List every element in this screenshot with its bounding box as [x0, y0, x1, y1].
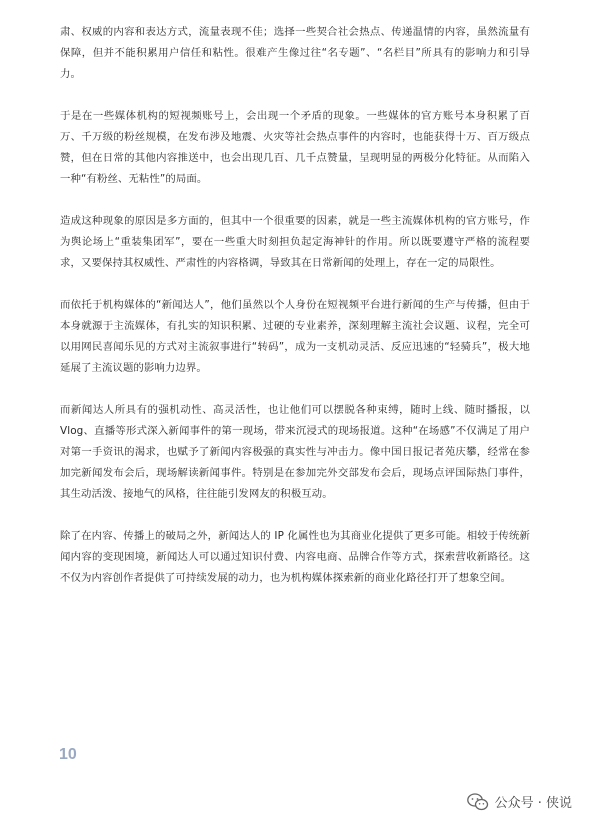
- paragraph-2: 于是在一些媒体机构的短视频账号上，会出现一个矛盾的现象。一些媒体的官方账号本身积累了百万、千万级的粉丝规模，在发布涉及地震、火灾等社会热点事件的内容时，也能获得十万、百万级点赞，但在日常的其他内容推送中，也会出现几百、几千点赞量，呈现明显的两极分化特征。从而陷入一种“有粉丝、无粘性”的局面。: [60, 110, 530, 185]
- paragraph-6: 除了在内容、传播上的破局之外，新闻达人的 IP 化属性也为其商业化提供了更多可能。相较于传统新闻内容的变现困境，新闻达人可以通过知识付费、内容电商、品牌合作等方式，探索营收新路径。这不仅为内容创作者提供了可持续发展的动力，也为机构媒体探索新的商业化路径打开了想象空间。: [60, 530, 530, 584]
- paragraph-4: 而依托于机构媒体的“新闻达人”，他们虽然以个人身份在短视频平台进行新闻的生产与传播，但由于本身就源于主流媒体，有扎实的知识积累、过硬的专业素养，深刻理解主流社会议题、议程，完全可以用网民喜闻乐见的方式对主流叙事进行“转码”，成为一支机动灵活、反应迅速的“轻骑兵”，极大地延展了主流议题的影响力边界。: [60, 299, 530, 374]
- watermark: [467, 792, 572, 811]
- wechat-icon: [467, 793, 489, 811]
- paragraph-5: 而新闻达人所具有的强机动性、高灵活性，也让他们可以摆脱各种束缚，随时上线、随时播报，以 Vlog、直播等形式深入新闻事件的第一现场，带来沉浸式的现场报道。这种“在场感”不仅满足了用户对第一手资讯的渴求，也赋予了新闻内容极强的真实性与冲击力。像中国日报记者苑庆攀，经常在参加完新闻发布会后，现场解读新闻事件。特别是在参加完外交部发布会后，现场点评国际热门事件，其生动活泼、接地气的风格，往往能引发网友的积极互动。: [60, 404, 530, 500]
- paragraph-1: 肃、权威的内容和表达方式，流量表现不佳；选择一些契合社会热点、传递温情的内容，虽然流量有保障，但并不能积累用户信任和粘性。很难产生像过往“名专题”、“名栏目”所具有的影响力和引导力。: [60, 26, 530, 80]
- article-body: [60, 22, 530, 610]
- paragraph-3: 造成这种现象的原因是多方面的，但其中一个很重要的因素，就是一些主流媒体机构的官方账号，作为舆论场上“重装集团军”，要在一些重大时刻担负起定海神针的作用。所以既要遵守严格的流程要求，又要保持其权威性、严肃性的内容格调，导致其在日常新闻的处理上，存在一定的局限性。: [60, 215, 530, 269]
- watermark-text: 公众号 · 侠说: [494, 796, 572, 811]
- page-number: 10: [59, 746, 77, 763]
